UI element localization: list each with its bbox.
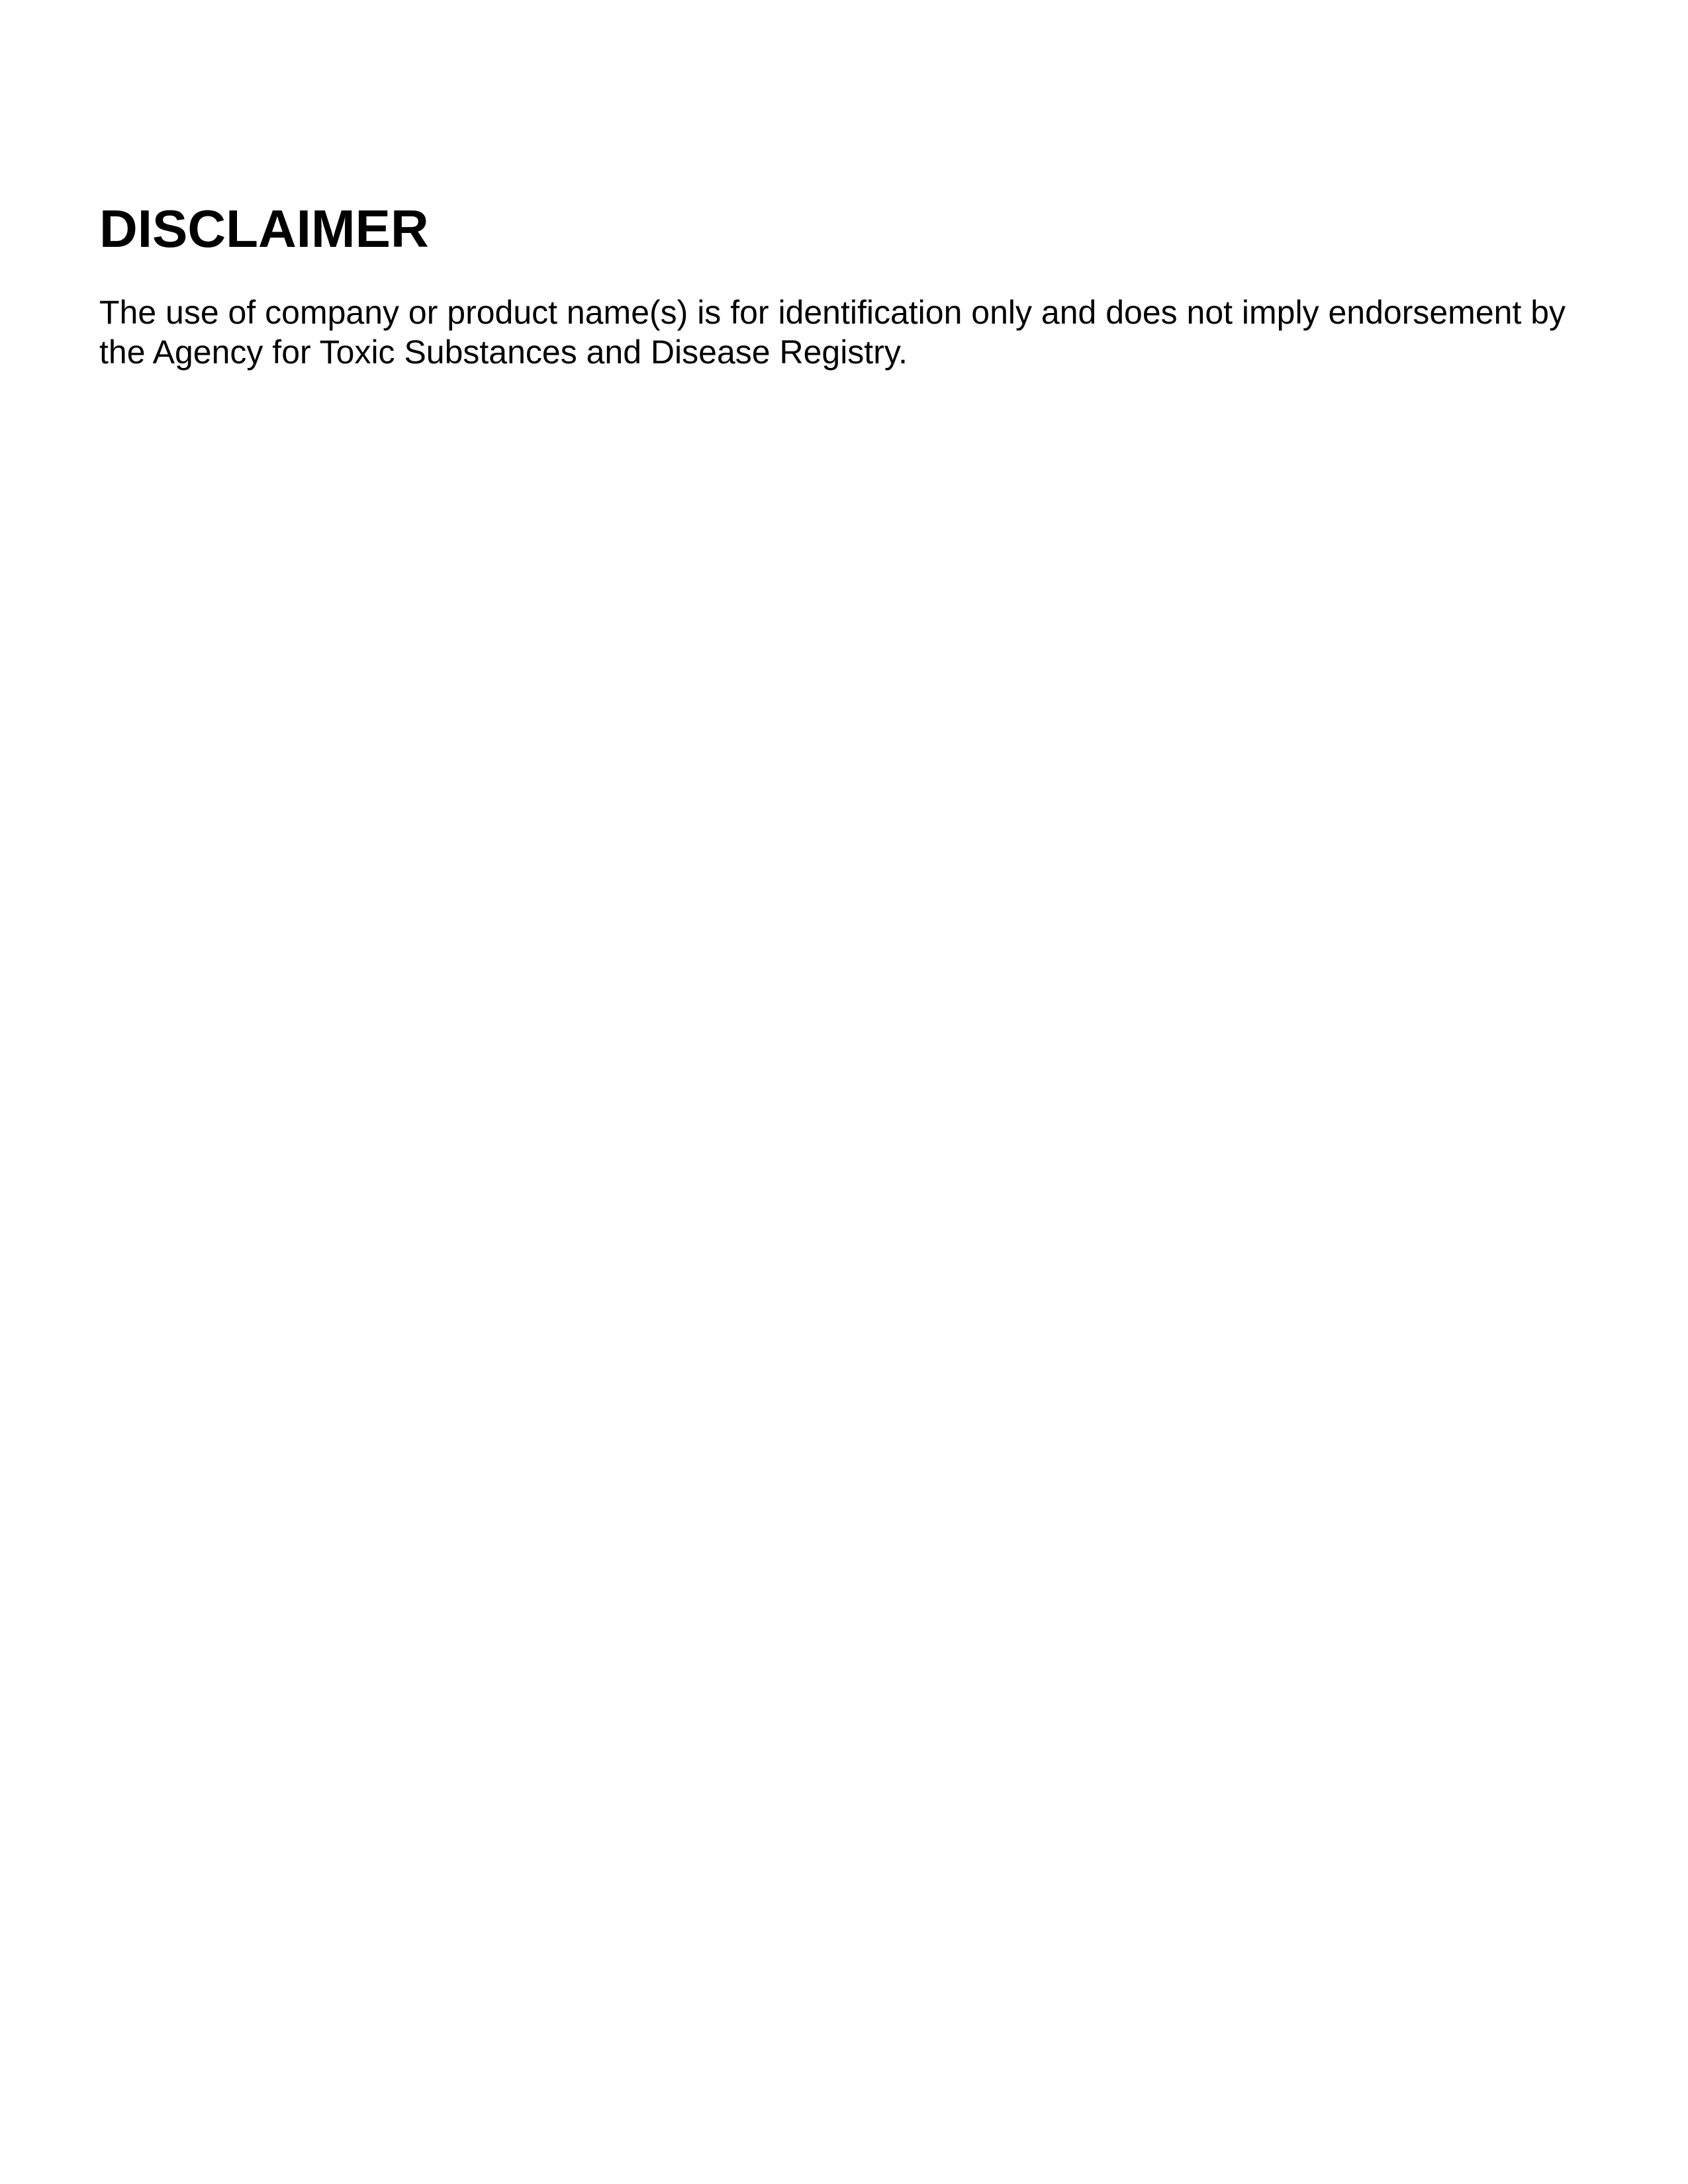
page-title: DISCLAIMER [99,199,429,258]
disclaimer-paragraph: The use of company or product name(s) is for identification only and does not imply endorsement by the Agency for Toxic Substances and Disease Registry. [99,294,1566,371]
disclaimer-section [99,199,1589,372]
